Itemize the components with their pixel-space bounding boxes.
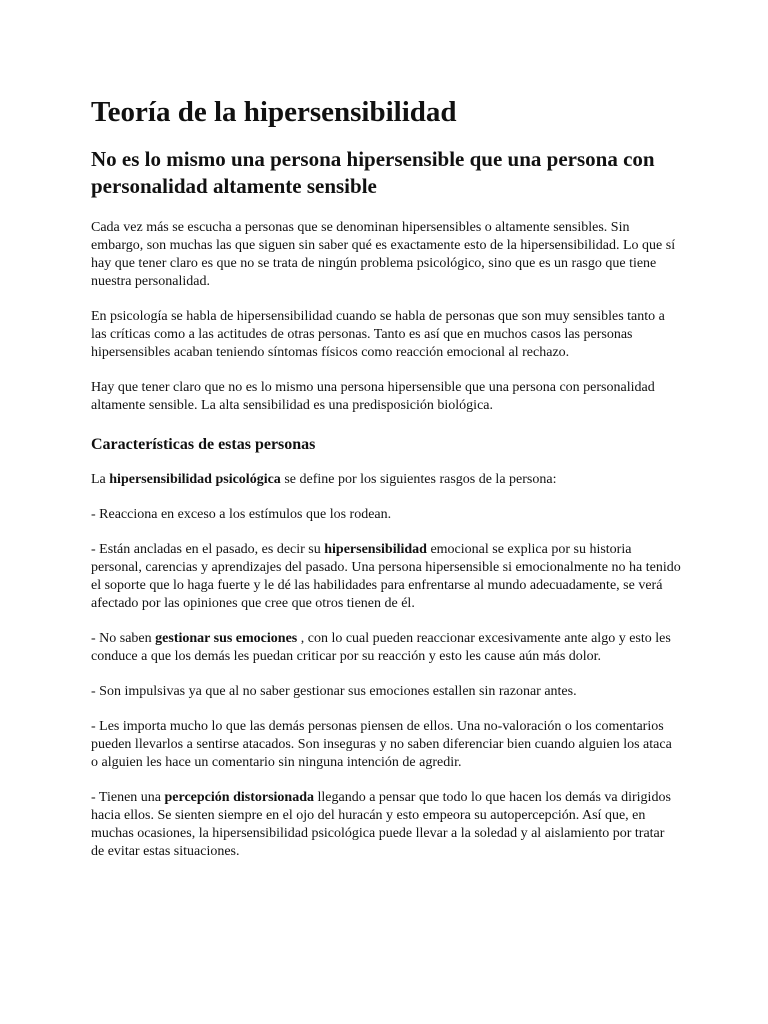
trait-3-before: - No saben (91, 631, 156, 646)
intro-paragraph-3: Hay que tener claro que no es lo mismo una persona hipersensible que una persona con personalidad altamente sensible. La alta sensibilidad es una predisposición biológica. (91, 380, 655, 413)
trait-6-before: - Tienen una (91, 790, 165, 805)
definition-text-after: se define por los siguientes rasgos de la persona: (280, 472, 557, 487)
trait-2-bold-term: hipersensibilidad (324, 542, 427, 557)
trait-3-after: , con lo cual pueden reaccionar excesivamente ante algo y esto les conduce a que los demás les puedan criticar por su reacción y esto les cause aún más dolor. (91, 631, 671, 664)
trait-2-after: emocional se explica por su historia personal, carencias y aprendizajes del pasado. Una persona hipersensible si emocionalmente no ha tenido el soporte que lo haga fuerte y le dé las habilidades para enfrentarse al mundo adecuadamente, se verá afectado por las opiniones que cree que otros tienen de él. (91, 542, 681, 611)
document-subtitle: No es lo mismo una persona hipersensible que una persona con personalidad altamente sensible (91, 147, 655, 198)
intro-paragraph-2: En psicología se habla de hipersensibilidad cuando se habla de personas que son muy sensibles tanto a las críticas como a las actitudes de otras personas. Tanto es así que en muchos casos las personas hipersensibles acaban teniendo síntomas físicos como reacción emocional al rechazo. (91, 309, 665, 360)
trait-item-4: - Son impulsivas ya que al no saber gestionar sus emociones estallen sin razonar antes. (91, 684, 577, 699)
trait-item-5: - Les importa mucho lo que las demás personas piensen de ellos. Una no-valoración o los comentarios pueden llevarlos a sentirse atacados. Son inseguras y no saben diferenciar bien cuando alguien los ataca o alguien les hace un comentario sin ninguna intención de agredir. (91, 719, 672, 770)
intro-paragraph-1: Cada vez más se escucha a personas que se denominan hipersensibles o altamente sensibles. Sin embargo, son muchas las que siguen sin saber qué es exactamente esto de la hipersensibilidad. Lo que sí hay que tener claro es que no se trata de ningún problema psicológico, sino que es un rasgo que tiene nuestra personalidad. (91, 220, 676, 289)
trait-item-3 (91, 630, 681, 666)
trait-3-bold-term: gestionar sus emociones (155, 631, 298, 646)
section-heading: Características de estas personas (91, 436, 316, 453)
trait-item-6 (91, 789, 681, 861)
trait-6-bold-term: percepción distorsionada (164, 790, 314, 805)
trait-2-before: - Están ancladas en el pasado, es decir su (91, 542, 325, 557)
definition-bold-term: hipersensibilidad psicológica (109, 472, 281, 487)
trait-item-1: - Reacciona en exceso a los estímulos que los rodean. (91, 507, 392, 522)
definition-text-before: La (91, 472, 110, 487)
document-page (91, 92, 681, 861)
document-title: Teoría de la hipersensibilidad (91, 96, 457, 128)
trait-item-2 (91, 541, 681, 613)
trait-6-after: llegando a pensar que todo lo que hacen los demás va dirigidos hacia ellos. Se sienten siempre en el ojo del huracán y esto empeora su autopercepción. Así que, en muchas ocasiones, la hipersensibilidad psicológica puede llevar a la soledad y al aislamiento por tratar de evitar estas situaciones. (91, 790, 671, 859)
definition-paragraph (91, 471, 681, 489)
